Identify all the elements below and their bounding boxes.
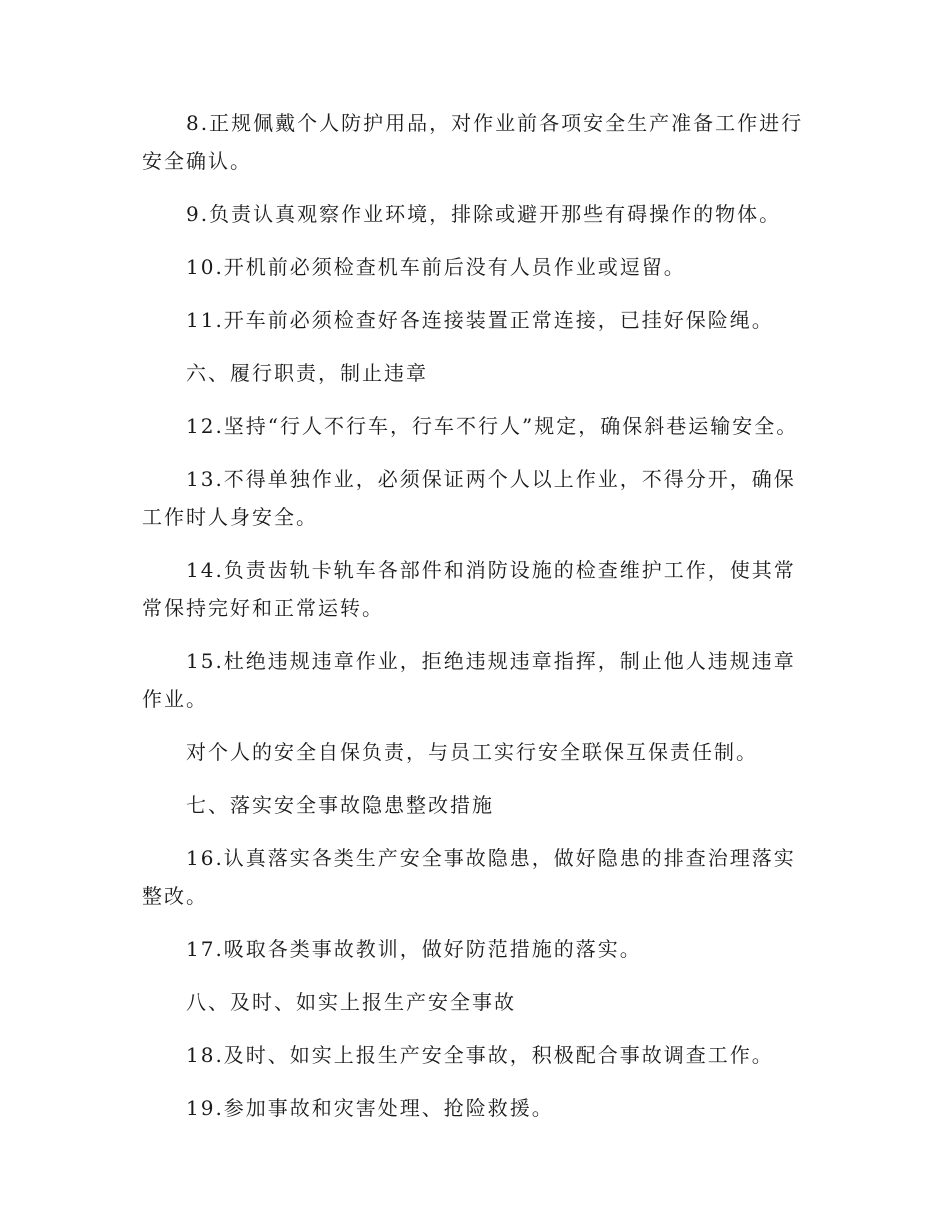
paragraph-item-18: 18.及时、如实上报生产安全事故，积极配合事故调查工作。 (186, 1043, 774, 1067)
section-heading-6: 六、履行职责，制止违章 (186, 361, 428, 385)
paragraph-item-14: 14.负责齿轨卡轨车各部件和消防设施的检查维护工作，使其常常保持完好和正常运转。 (142, 558, 796, 620)
paragraph-item-12: 12.坚持“行人不行车，行车不行人”规定，确保斜巷运输安全。 (186, 414, 799, 438)
paragraph-safety-responsibility: 对个人的安全自保负责，与员工实行安全联保互保责任制。 (186, 740, 758, 764)
paragraph-item-19: 19.参加事故和灾害处理、抢险救援。 (186, 1096, 554, 1120)
section-heading-8: 八、及时、如实上报生产安全事故 (186, 990, 516, 1014)
paragraph-item-17: 17.吸取各类事故教训，做好防范措施的落实。 (186, 937, 642, 961)
paragraph-item-11: 11.开车前必须检查好各连接装置正常连接，已挂好保险绳。 (186, 308, 774, 332)
section-heading-7: 七、落实安全事故隐患整改措施 (186, 793, 494, 817)
paragraph-item-16: 16.认真落实各类生产安全事故隐患，做好隐患的排查治理落实整改。 (142, 846, 796, 908)
paragraph-item-15: 15.杜绝违规违章作业，拒绝违规违章指挥，制止他人违规违章作业。 (142, 649, 796, 711)
document-body (142, 104, 812, 1142)
paragraph-item-9: 9.负责认真观察作业环境，排除或避开那些有碍操作的物体。 (186, 202, 782, 226)
paragraph-item-10: 10.开机前必须检查机车前后没有人员作业或逗留。 (186, 255, 686, 279)
paragraph-item-8: 8.正规佩戴个人防护用品，对作业前各项安全生产准备工作进行安全确认。 (142, 111, 804, 173)
paragraph-item-13: 13.不得单独作业，必须保证两个人以上作业，不得分开，确保工作时人身安全。 (142, 467, 796, 529)
